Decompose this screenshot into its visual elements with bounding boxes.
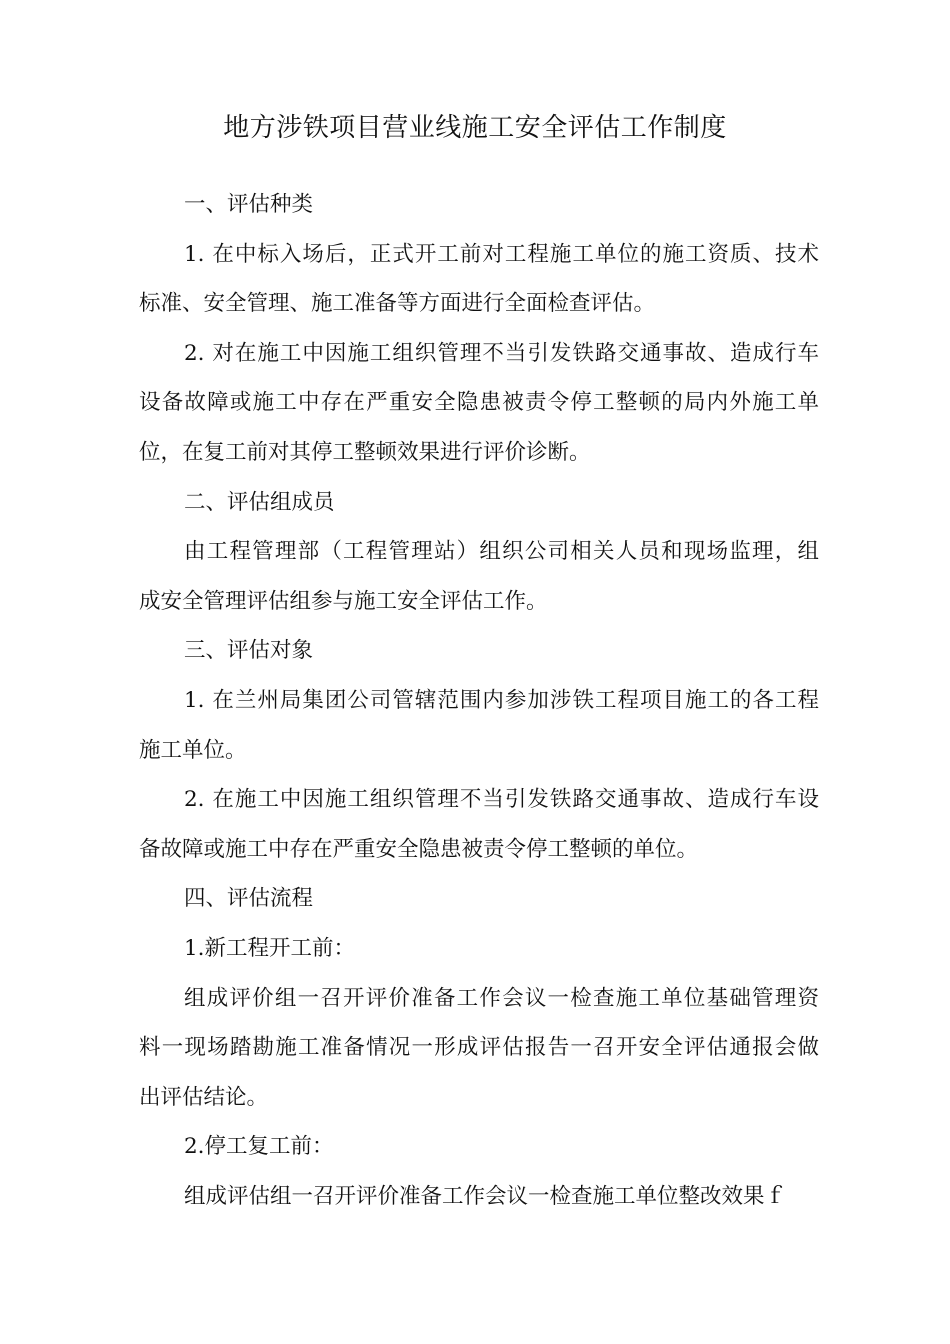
paragraph-line: 施工单位。 [139,737,247,763]
section-heading-evaluation-process: 四、评估流程 [184,886,314,912]
paragraph-line: 1. 在中标入场后，正式开工前对工程施工单位的施工资质、技术 [184,241,819,267]
paragraph-line: 设备故障或施工中存在严重安全隐患被责令停工整顿的局内外施工单 [139,390,819,416]
paragraph-line: 组成评估组一召开评价准备工作会议一检查施工单位整改效果ｆ [184,1183,787,1209]
document-title: 地方涉铁项目营业线施工安全评估工作制度 [223,113,727,143]
paragraph-line: 组成评价组一召开评价准备工作会议一检查施工单位基础管理资 [184,985,819,1011]
section-heading-evaluation-members: 二、评估组成员 [184,489,335,515]
paragraph-line: 1. 在兰州局集团公司管辖范围内参加涉铁工程项目施工的各工程 [184,687,819,713]
paragraph-line: 由工程管理部（工程管理站）组织公司相关人员和现场监理，组 [184,539,819,565]
paragraph-line: 标准、安全管理、施工准备等方面进行全面检查评估。 [139,291,656,317]
section-heading-evaluation-targets: 三、评估对象 [184,638,314,664]
paragraph-line: 2. 对在施工中因施工组织管理不当引发铁路交通事故、造成行车 [184,340,819,366]
paragraph-line: 料一现场踏勘施工准备情况一形成评估报告一召开安全评估通报会做 [139,1035,819,1061]
subsection-heading-new-project: 1.新工程开工前： [184,935,356,961]
paragraph-line: 位，在复工前对其停工整顿效果进行评价诊断。 [139,439,591,465]
paragraph-line: 2. 在施工中因施工组织管理不当引发铁路交通事故、造成行车设 [184,787,819,813]
document-body [139,180,819,1221]
section-heading-evaluation-types: 一、评估种类 [184,192,314,217]
paragraph-line: 备故障或施工中存在严重安全隐患被责令停工整顿的单位。 [139,836,699,862]
subsection-heading-resumption: 2.停工复工前： [184,1134,334,1160]
paragraph-line: 出评估结论。 [139,1084,269,1110]
paragraph-line: 成安全管理评估组参与施工安全评估工作。 [139,588,548,614]
